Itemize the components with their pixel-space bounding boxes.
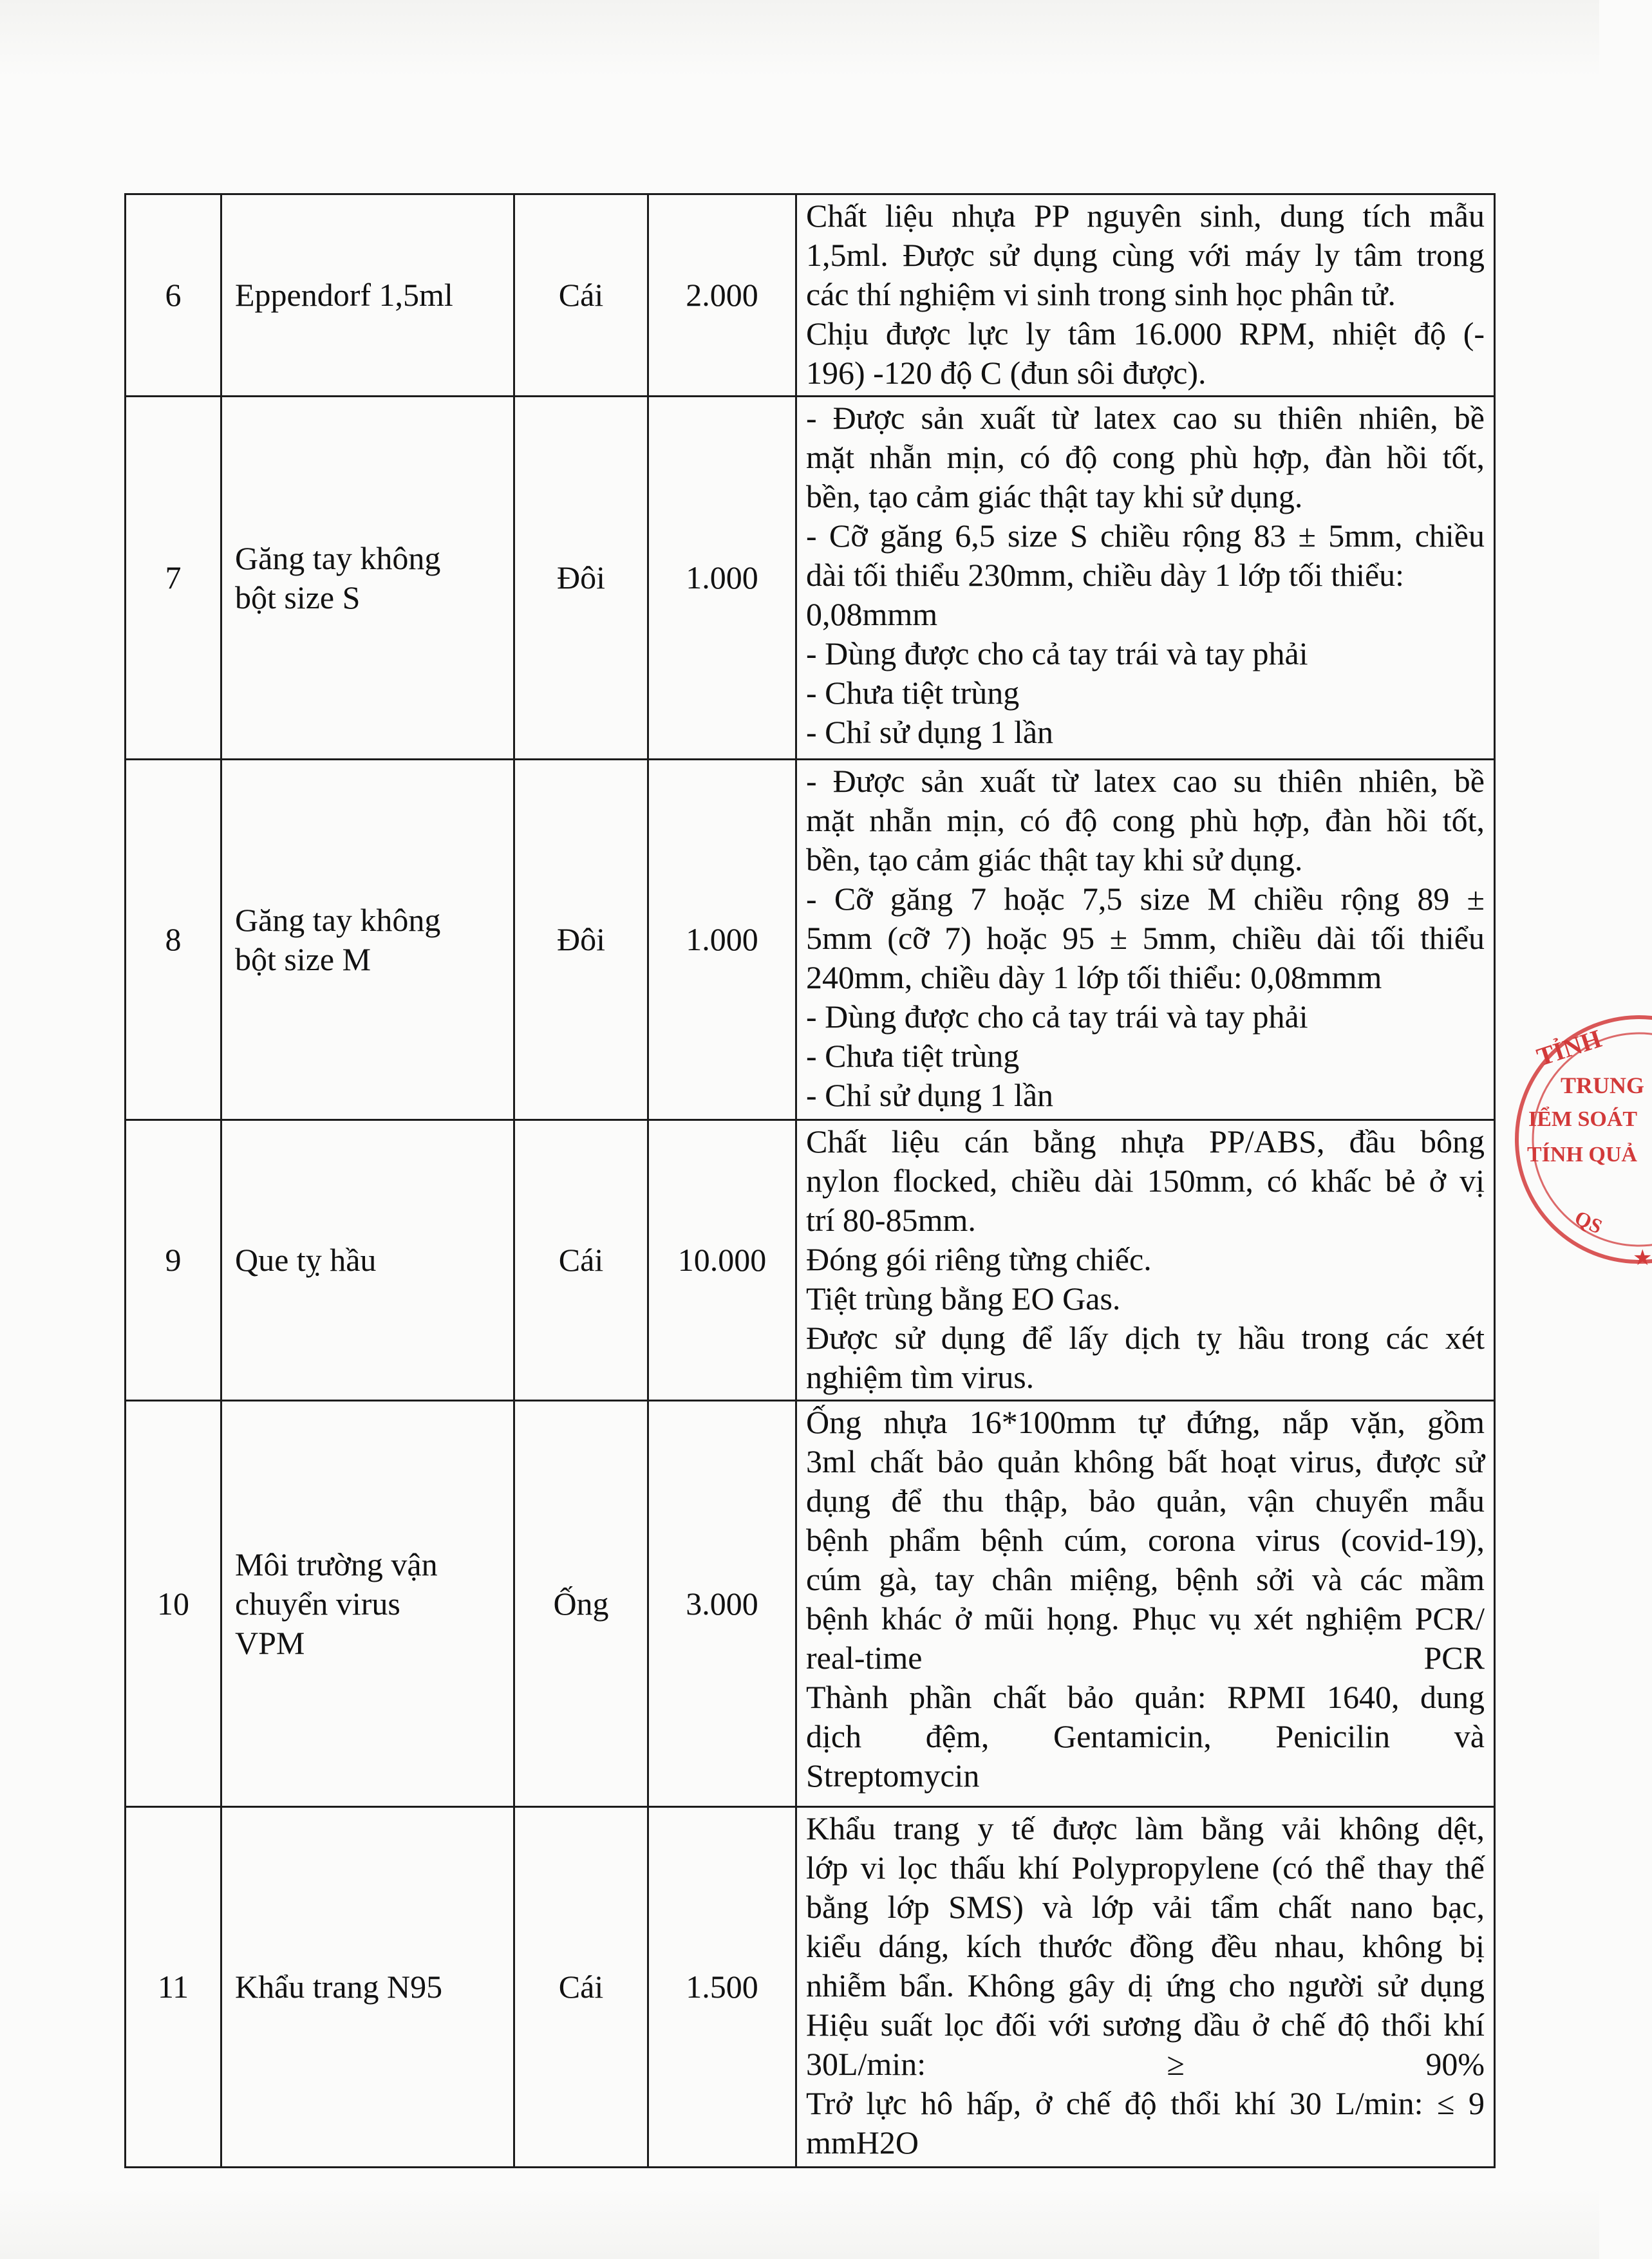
spec-line: - Chưa tiệt trùng [806,675,1020,711]
item-name-line: chuyển virus [235,1585,400,1622]
spec-line: bệnh khác ở mũi họng. Phục vụ xét nghiệm PCR/ [806,1600,1485,1636]
spec-line: - Được sản xuất từ latex cao su thiên nhiên, bề [806,763,1485,799]
spec-line: mặt nhẵn mịn, có độ cong phù hợp, đàn hồi tốt, [806,439,1485,475]
item-quantity: 1.000 [648,760,796,1120]
item-name-line: Khẩu trang N95 [235,1969,443,2005]
spec-line: dịch đệm, Gentamicin, Penicilin và [806,1718,1485,1754]
spec-line: dài tối thiểu 230mm, chiều dày 1 lớp tối thiểu: [806,557,1405,593]
table-row [126,1120,1495,1401]
item-specification [796,1807,1495,2168]
item-name [221,1401,514,1807]
item-unit: Cái [514,1120,648,1401]
spec-line: Ống nhựa 16*100mm tự đứng, nắp vặn, gồm [806,1404,1485,1440]
stamp-text-2: IỂM SOÁT [1528,1107,1638,1131]
spec-line: Tiệt trùng bằng EO Gas. [806,1280,1121,1317]
item-quantity: 1.000 [648,397,796,760]
item-name-line: Găng tay không [235,539,441,576]
item-name-line: bột size M [235,941,371,977]
item-quantity: 1.500 [648,1807,796,2168]
spec-line: kiểu dáng, kích thước đồng đều nhau, không bị [806,1928,1485,1964]
spec-line: 0,08mmm [806,596,938,632]
item-specification [796,1401,1495,1807]
item-name-line: Que tỵ hầu [235,1242,377,1278]
spec-line: nylon flocked, chiều dài 150mm, có khấc bẻ ở vị [806,1163,1485,1199]
item-name [221,397,514,760]
spec-line: bền, tạo cảm giác thật tay khi sử dụng. [806,841,1303,877]
spec-line: bằng lớp SMS) và lớp vải tẩm chất nano bạc, [806,1889,1485,1925]
spec-line: 1,5ml. Được sử dụng cùng với máy ly tâm trong [806,237,1485,273]
spec-line: Chất liệu cán bằng nhựa PP/ABS, đầu bông [806,1123,1485,1159]
spec-line: bệnh phẩm bệnh cúm, corona virus (covid-19), [806,1522,1485,1558]
spec-line: Hiệu suất lọc đối với sương dầu ở chế độ thổi khí [806,2007,1485,2043]
spec-line: bền, tạo cảm giác thật tay khi sử dụng. [806,478,1303,514]
item-unit: Đôi [514,397,648,760]
item-unit: Cái [514,1807,648,2168]
item-name-line: Môi trường vận [235,1546,438,1582]
spec-line: Đóng gói riêng từng chiếc. [806,1241,1152,1277]
spec-line: Thành phần chất bảo quản: RPMI 1640, dung [806,1679,1485,1715]
spec-line: Được sử dụng để lấy dịch tỵ hầu trong các xét [806,1320,1485,1356]
spec-line: - Cỡ găng 6,5 size S chiều rộng 83 ± 5mm, chiều [806,518,1485,554]
table-row [126,760,1495,1120]
spec-line: - Chưa tiệt trùng [806,1038,1020,1074]
stamp-text-3: TÍNH QUẢ [1527,1143,1637,1167]
spec-line: real-time PCR [806,1640,1485,1676]
stamp-text-4: QS [1571,1205,1606,1239]
item-name-line: VPM [235,1624,305,1661]
row-number: 11 [126,1807,221,2168]
spec-line: Chịu được lực ly tâm 16.000 RPM, nhiệt độ (- [806,315,1485,352]
item-quantity: 2.000 [648,194,796,397]
spec-line: trí 80-85mm. [806,1202,976,1238]
item-specification [796,397,1495,760]
item-quantity: 10.000 [648,1120,796,1401]
table-row [126,397,1495,760]
row-number: 9 [126,1120,221,1401]
item-name-line: bột size S [235,579,361,615]
spec-line: - Cỡ găng 7 hoặc 7,5 size M chiều rộng 89 ± [806,881,1485,917]
spec-line: lớp vi lọc thấu khí Polypropylene (có thể thay thế [806,1850,1485,1886]
row-number: 10 [126,1401,221,1807]
spec-line: mặt nhẵn mịn, có độ cong phù hợp, đàn hồi tốt, [806,802,1485,838]
spec-line: - Dùng được cho cả tay trái và tay phải [806,635,1308,671]
item-specification [796,760,1495,1120]
red-seal-stamp [1504,1004,1652,1275]
spec-line: - Chỉ sử dụng 1 lần [806,1077,1054,1113]
spec-line: nhiễm bẩn. Không gây dị ứng cho người sử dụng [806,1967,1485,2003]
row-number: 6 [126,194,221,397]
item-quantity: 3.000 [648,1401,796,1807]
stamp-text-1: TRUNG [1561,1073,1645,1098]
item-name [221,194,514,397]
table-row [126,1401,1495,1807]
spec-line: dụng để thu thập, bảo quản, vận chuyển mẫu [806,1483,1485,1519]
stamp-text-top: TỈNH [1533,1024,1605,1072]
spec-line: 196) -120 độ C (đun sôi được). [806,355,1206,391]
spec-line: - Chỉ sử dụng 1 lần [806,714,1054,750]
item-unit: Đôi [514,760,648,1120]
spec-line: - Được sản xuất từ latex cao su thiên nhiên, bề [806,400,1485,436]
item-name [221,760,514,1120]
svg-text:★: ★ [1633,1246,1652,1270]
equipment-spec-table [124,193,1496,2168]
spec-line: các thí nghiệm vi sinh trong sinh học phân tử. [806,276,1396,312]
item-specification [796,1120,1495,1401]
item-name [221,1807,514,2168]
spec-line: - Dùng được cho cả tay trái và tay phải [806,998,1308,1035]
spec-line: mmH2O [806,2124,919,2161]
spec-line: Streptomycin [806,1758,980,1794]
item-unit: Ống [514,1401,648,1807]
spec-line: 30L/min: ≥ 90% [806,2046,1485,2082]
spec-line: Trở lực hô hấp, ở chế độ thổi khí 30 L/min: ≤ 9 [806,2085,1485,2121]
item-name-line: Eppendorf 1,5ml [235,277,453,313]
spec-line: nghiệm tìm virus. [806,1359,1035,1395]
item-specification [796,194,1495,397]
item-name-line: Găng tay không [235,901,441,938]
row-number: 8 [126,760,221,1120]
spec-line: 5mm (cỡ 7) hoặc 95 ± 5mm, chiều dài tối thiểu [806,920,1485,956]
spec-line: cúm gà, tay chân miệng, bệnh sởi và các mầm [806,1561,1485,1597]
row-number: 7 [126,397,221,760]
item-unit: Cái [514,194,648,397]
table-row [126,1807,1495,2168]
spec-line: Chất liệu nhựa PP nguyên sinh, dung tích mẫu [806,198,1485,234]
spec-line: 3ml chất bảo quản không bất hoạt virus, được sử [806,1443,1485,1479]
table-row [126,194,1495,397]
spec-line: Khẩu trang y tế được làm bằng vải không dệt, [806,1810,1485,1846]
item-name [221,1120,514,1401]
spec-line: 240mm, chiều dày 1 lớp tối thiểu: 0,08mmm [806,959,1382,995]
